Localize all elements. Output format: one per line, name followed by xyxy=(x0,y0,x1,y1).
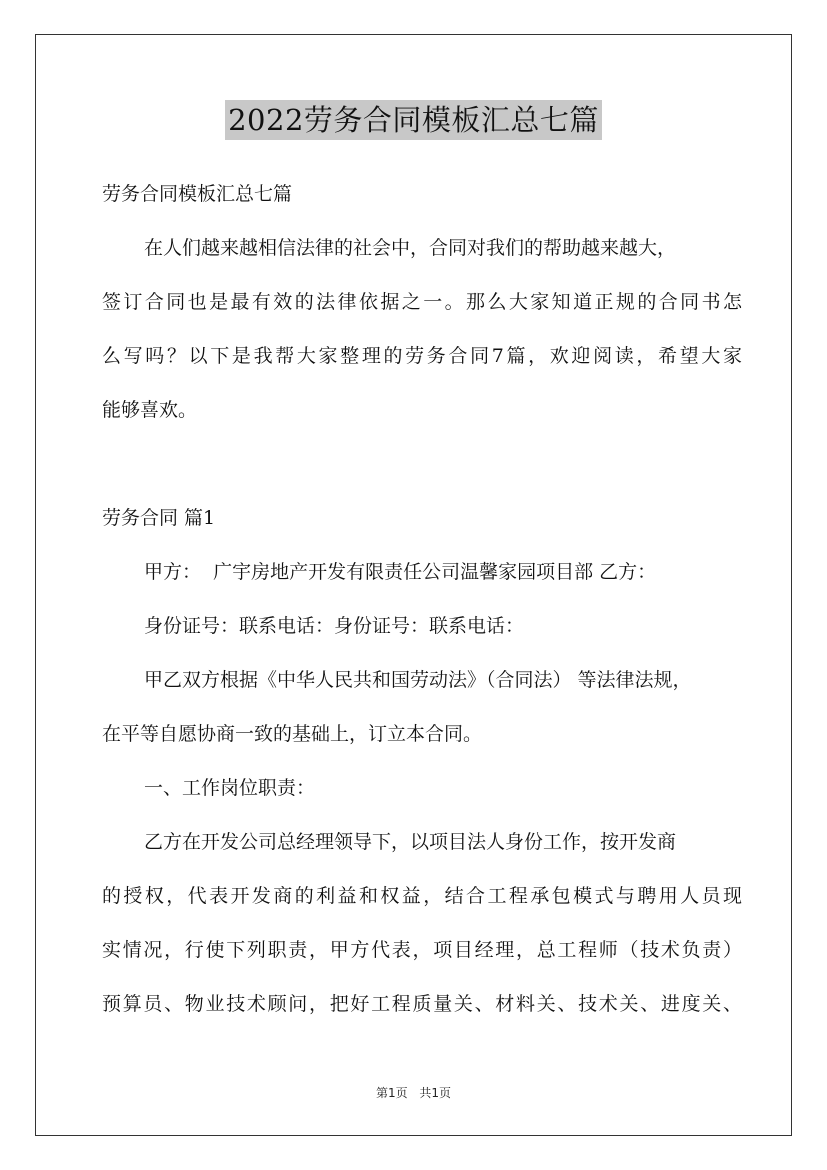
intro-line-4: 能够喜欢。 xyxy=(102,399,198,421)
clause-heading: 一、工作岗位职责： xyxy=(144,777,316,799)
document-body xyxy=(102,174,742,1038)
page-footer xyxy=(0,1084,827,1101)
clause-line-1: 乙方在开发公司总经理领导下，以项目法人身份工作，按开发商 xyxy=(144,831,677,853)
clause-line-3: 实情况，行使下列职责，甲方代表，项目经理，总工程师（技术负责） xyxy=(102,939,742,961)
basis-line-1: 甲乙双方根据《中华人民共和国劳动法》（合同法） 等法律法规， xyxy=(144,669,692,691)
basis-line-2: 在平等自愿协商一致的基础上，订立本合同。 xyxy=(102,723,483,745)
intro-line-2: 签订合同也是最有效的法律依据之一。那么大家知道正规的合同书怎 xyxy=(102,291,742,313)
party-line: 甲方： 广宇房地产开发有限责任公司温馨家园项目部 乙方： xyxy=(144,561,657,583)
section-heading: 劳务合同 篇1 xyxy=(102,507,216,529)
intro-line-3: 么写吗？以下是我帮大家整理的劳务合同7篇，欢迎阅读，希望大家 xyxy=(102,345,742,367)
clause-line-2: 的授权，代表开发商的利益和权益，结合工程承包模式与聘用人员现 xyxy=(102,885,742,907)
document-subtitle: 劳务合同模板汇总七篇 xyxy=(102,183,293,205)
title-wrap xyxy=(0,100,827,140)
spacer xyxy=(102,444,742,498)
intro-line-1: 在人们越来越相信法律的社会中，合同对我们的帮助越来越大， xyxy=(144,237,677,259)
id-line: 身份证号：联系电话：身份证号：联系电话： xyxy=(144,615,525,637)
page-total: 共1页 xyxy=(419,1086,452,1100)
page-number: 第1页 xyxy=(375,1086,408,1100)
clause-line-4: 预算员、物业技术顾问，把好工程质量关、材料关、技术关、进度关、 xyxy=(102,993,742,1015)
document-title: 2022劳务合同模板汇总七篇 xyxy=(225,100,602,140)
